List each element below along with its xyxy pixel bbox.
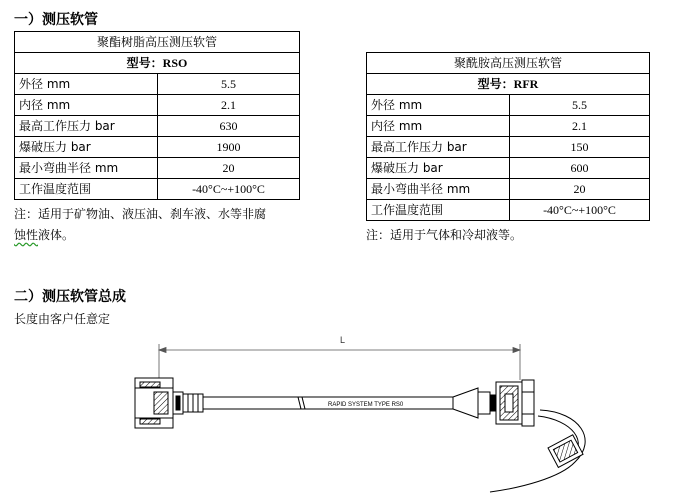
row-value: 1900 (158, 137, 300, 158)
row-value: -40°C~+100°C (510, 200, 650, 221)
row-label: 最高工作压力 bar (367, 137, 510, 158)
left-fitting (135, 378, 203, 428)
row-value: 630 (158, 116, 300, 137)
row-value: 2.1 (158, 95, 300, 116)
row-label: 爆破压力 bar (15, 137, 158, 158)
dimension-label: L (340, 335, 346, 345)
row-label: 外径 mm (367, 95, 510, 116)
section1-heading: 一）测压软管 (14, 12, 98, 28)
row-value: 20 (158, 158, 300, 179)
row-value: 5.5 (158, 74, 300, 95)
row-value: 150 (510, 137, 650, 158)
rso-table-title: 聚酯树脂高压测压软管 (15, 32, 300, 53)
row-value: -40°C~+100°C (158, 179, 300, 200)
right-fitting (453, 380, 534, 426)
row-value: 2.1 (510, 116, 650, 137)
row-label: 外径 mm (15, 74, 158, 95)
hose-print-text: RAPID SYSTEM TYPE RS0 (328, 402, 404, 408)
row-label: 最小弯曲半径 mm (15, 158, 158, 179)
row-label: 工作温度范围 (367, 200, 510, 221)
row-label: 爆破压力 bar (367, 158, 510, 179)
rfr-table-title: 聚酰胺高压测压软管 (367, 53, 650, 74)
rfr-note: 注：适用于气体和冷却液等。 (366, 228, 523, 242)
row-label: 内径 mm (15, 95, 158, 116)
row-value: 600 (510, 158, 650, 179)
section2-heading: 二）测压软管总成 (14, 289, 126, 305)
row-value: 20 (510, 179, 650, 200)
rso-note-underlined: 蚀性 (14, 228, 39, 242)
rso-note-line1: 注：适用于矿物油、液压油、刹车液、水等非腐 (14, 207, 267, 221)
row-label: 最高工作压力 bar (15, 116, 158, 137)
rfr-model: 型号：RFR (367, 74, 650, 95)
dimension-line (159, 344, 520, 380)
row-label: 最小弯曲半径 mm (367, 179, 510, 200)
rso-note-line2: 液体。 (38, 228, 75, 242)
row-label: 工作温度范围 (15, 179, 158, 200)
row-label: 内径 mm (367, 116, 510, 137)
section2-subtext: 长度由客户任意定 (14, 312, 111, 326)
row-value: 5.5 (510, 95, 650, 116)
rso-model: 型号：RSO (15, 53, 300, 74)
